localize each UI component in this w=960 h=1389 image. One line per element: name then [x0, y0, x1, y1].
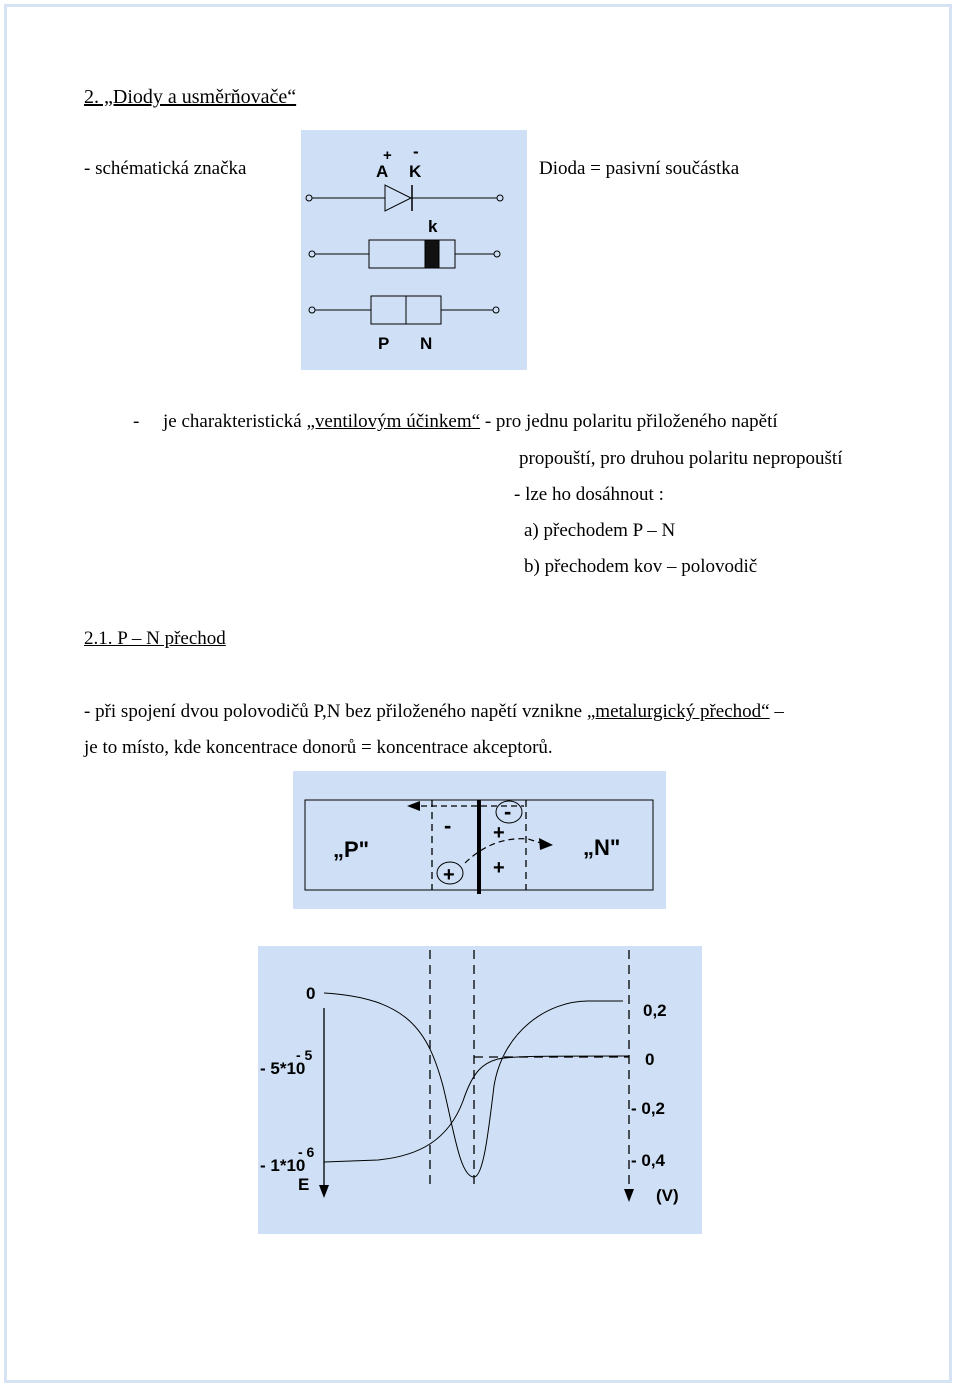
junction-panel [293, 771, 666, 909]
hole-arrow-head [539, 838, 553, 850]
cathode-band [425, 240, 439, 268]
left-axis-label: E [298, 1175, 310, 1194]
characteristic-line-3: - lze ho dosáhnout : [514, 484, 664, 505]
graph-panel [258, 946, 702, 1234]
donor-charge-bottom: + [493, 857, 505, 879]
right-axis-minus-0-2: - 0,2 [631, 1099, 666, 1118]
right-axis-unit: (V) [656, 1186, 679, 1205]
p-region-label: P [378, 334, 390, 353]
left-axis-mid: - 5*10 [260, 1059, 306, 1078]
left-axis-arrow [319, 1185, 329, 1198]
diode-component-body [309, 240, 500, 268]
section-paragraph-line-2: je to místo, kde koncentrace donorů = koncentrace akceptorů. [84, 737, 553, 758]
characteristic-dash: - [133, 411, 140, 432]
diode-symbol [306, 185, 503, 211]
n-region-label: N [420, 334, 433, 353]
donor-charge-top: + [493, 822, 505, 844]
cathode-label: K [409, 162, 422, 181]
cathode-sign: - [413, 142, 419, 161]
metallurgical-junction-term: „metalurgický přechod“ [586, 701, 770, 722]
characteristic-line-2: propouští, pro druhou polaritu nepropouští [519, 448, 843, 469]
potential-curve [324, 1056, 629, 1162]
diode-symbols-figure [301, 130, 527, 370]
right-axis-arrow [624, 1189, 634, 1202]
n-side-label: „N" [583, 835, 621, 860]
diode-definition: Dioda = pasivní součástka [539, 158, 740, 179]
right-axis-top: 0,2 [643, 1001, 667, 1020]
section-title: 2.1. P – N přechod [84, 628, 226, 649]
valve-effect-term: „ventilovým účinkem“ [306, 411, 481, 432]
left-axis-mid-exponent: - 5 [296, 1047, 313, 1063]
characteristic-line-1 [163, 411, 778, 433]
anode-sign: + [383, 147, 392, 164]
schematic-panel [301, 130, 527, 370]
pn-junction-figure [293, 771, 666, 909]
option-b: b) přechodem kov – polovodič [524, 556, 758, 577]
cathode-mark-label: k [428, 217, 438, 236]
right-axis-zero: 0 [645, 1050, 655, 1069]
characteristic-before: je charakteristická [163, 411, 307, 432]
schematic-label: - schématická značka [84, 158, 247, 179]
p-side-label: „P" [333, 837, 370, 862]
hole-sign: + [443, 864, 455, 886]
page-heading: 2. „Diody a usměrňovače“ [84, 86, 297, 108]
right-axis-minus-0-4: - 0,4 [631, 1151, 666, 1170]
section-paragraph-line-1 [84, 701, 784, 723]
section-para-after: – [769, 701, 784, 722]
electron-arrow-head [407, 801, 420, 811]
left-axis-zero: 0 [306, 984, 316, 1003]
option-a: a) přechodem P – N [524, 520, 676, 541]
left-axis-low: - 1*10 [260, 1156, 306, 1175]
section-para-before: - při spojení dvou polovodičů P,N bez přiloženého napětí vznikne [84, 701, 587, 722]
left-axis-low-exponent: - 6 [298, 1144, 315, 1160]
anode-label: A [376, 162, 389, 181]
junction-field-potential-graph [258, 946, 702, 1234]
characteristic-after: - pro jednu polaritu přiloženého napětí [480, 411, 778, 432]
acceptor-charge: - [444, 813, 452, 838]
electron-sign: - [504, 799, 512, 824]
pn-block-symbol [309, 296, 499, 324]
